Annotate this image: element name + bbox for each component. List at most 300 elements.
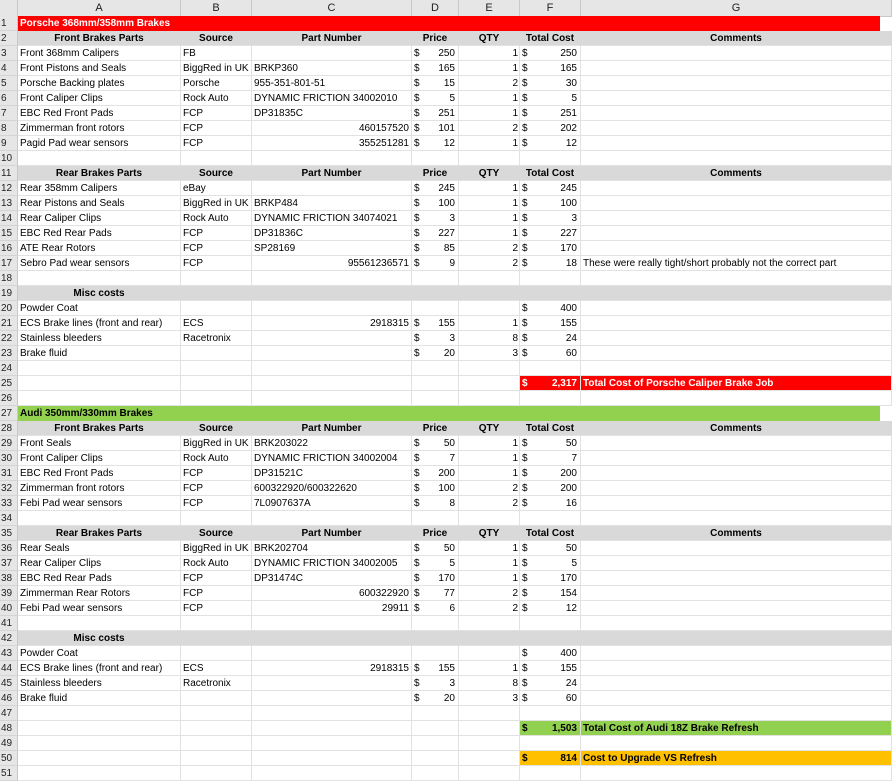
item-qty[interactable] — [459, 181, 520, 196]
item-total[interactable] — [520, 331, 581, 346]
item-comment[interactable] — [581, 331, 892, 346]
empty-cell[interactable] — [252, 616, 412, 631]
row-number[interactable]: 5 — [0, 76, 18, 91]
empty-cell[interactable] — [459, 706, 520, 721]
empty-cell[interactable] — [412, 151, 459, 166]
item-name[interactable]: Front Caliper Clips — [18, 451, 181, 466]
empty-cell[interactable] — [18, 151, 181, 166]
row-number[interactable]: 10 — [0, 151, 18, 166]
row-number[interactable]: 24 — [0, 361, 18, 376]
row-number[interactable]: 34 — [0, 511, 18, 526]
item-qty[interactable] — [459, 196, 520, 211]
header-part-number[interactable] — [252, 631, 412, 646]
empty-cell[interactable] — [459, 736, 520, 751]
row-number[interactable]: 12 — [0, 181, 18, 196]
empty-cell[interactable] — [252, 706, 412, 721]
item-source[interactable]: FCP — [181, 571, 252, 586]
item-source[interactable]: FCP — [181, 586, 252, 601]
item-price[interactable] — [412, 181, 459, 196]
item-comment[interactable] — [581, 466, 892, 481]
empty-cell[interactable] — [412, 376, 459, 391]
item-name[interactable]: ECS Brake lines (front and rear) — [18, 316, 181, 331]
header-price[interactable] — [412, 631, 459, 646]
item-price[interactable] — [412, 466, 459, 481]
header-source[interactable] — [181, 286, 252, 301]
item-total[interactable] — [520, 46, 581, 61]
item-name[interactable]: Febi Pad wear sensors — [18, 496, 181, 511]
item-name[interactable]: Stainless bleeders — [18, 676, 181, 691]
item-name[interactable]: Febi Pad wear sensors — [18, 601, 181, 616]
item-total[interactable] — [520, 346, 581, 361]
item-part-number[interactable]: BRKP360 — [252, 61, 412, 76]
empty-cell[interactable] — [252, 361, 412, 376]
item-name[interactable]: ATE Rear Rotors — [18, 241, 181, 256]
item-source[interactable]: FCP — [181, 601, 252, 616]
header-source[interactable]: Source — [181, 526, 252, 541]
row-number[interactable]: 45 — [0, 676, 18, 691]
row-number[interactable]: 7 — [0, 106, 18, 121]
empty-cell[interactable] — [252, 736, 412, 751]
item-comment[interactable] — [581, 316, 892, 331]
item-comment[interactable] — [581, 106, 892, 121]
item-price[interactable] — [412, 481, 459, 496]
item-qty[interactable] — [459, 316, 520, 331]
item-name[interactable]: Brake fluid — [18, 691, 181, 706]
row-number[interactable]: 9 — [0, 136, 18, 151]
header-comments[interactable] — [581, 631, 892, 646]
grand-total-label[interactable]: Cost to Upgrade VS Refresh — [581, 751, 892, 766]
header-total[interactable] — [520, 286, 581, 301]
item-part-number[interactable]: SP28169 — [252, 241, 412, 256]
grand-total-label[interactable]: Total Cost of Audi 18Z Brake Refresh — [581, 721, 892, 736]
row-number[interactable]: 23 — [0, 346, 18, 361]
item-part-number[interactable]: 95561236571 — [252, 256, 412, 271]
header-comments[interactable]: Comments — [581, 166, 892, 181]
item-total[interactable] — [520, 646, 581, 661]
item-price[interactable] — [412, 91, 459, 106]
empty-cell[interactable] — [459, 766, 520, 781]
item-qty[interactable] — [459, 241, 520, 256]
item-price[interactable] — [412, 601, 459, 616]
row-number[interactable]: 19 — [0, 286, 18, 301]
header-parts[interactable]: Misc costs — [18, 631, 181, 646]
item-comment[interactable] — [581, 181, 892, 196]
row-number[interactable]: 41 — [0, 616, 18, 631]
item-name[interactable]: Rear Pistons and Seals — [18, 196, 181, 211]
item-name[interactable]: Zimmerman Rear Rotors — [18, 586, 181, 601]
empty-cell[interactable] — [181, 511, 252, 526]
row-number[interactable]: 33 — [0, 496, 18, 511]
item-name[interactable]: Brake fluid — [18, 346, 181, 361]
item-part-number[interactable]: 955-351-801-51 — [252, 76, 412, 91]
item-comment[interactable] — [581, 601, 892, 616]
header-parts[interactable]: Rear Brakes Parts — [18, 526, 181, 541]
row-number[interactable]: 29 — [0, 436, 18, 451]
item-price[interactable] — [412, 136, 459, 151]
item-source[interactable]: Racetronix — [181, 676, 252, 691]
item-part-number[interactable]: DP31521C — [252, 466, 412, 481]
item-price[interactable] — [412, 541, 459, 556]
empty-cell[interactable] — [181, 361, 252, 376]
item-qty[interactable] — [459, 121, 520, 136]
item-source[interactable]: Rock Auto — [181, 211, 252, 226]
item-total[interactable] — [520, 226, 581, 241]
item-total[interactable] — [520, 541, 581, 556]
item-source[interactable]: BiggRed in UK — [181, 541, 252, 556]
empty-cell[interactable] — [252, 751, 412, 766]
item-part-number[interactable]: DYNAMIC FRICTION 34002004 — [252, 451, 412, 466]
item-name[interactable]: Zimmerman front rotors — [18, 121, 181, 136]
item-total[interactable] — [520, 481, 581, 496]
item-comment[interactable] — [581, 121, 892, 136]
row-number[interactable]: 28 — [0, 421, 18, 436]
item-comment[interactable] — [581, 436, 892, 451]
item-qty[interactable] — [459, 586, 520, 601]
header-price[interactable]: Price — [412, 526, 459, 541]
row-number[interactable]: 46 — [0, 691, 18, 706]
item-name[interactable]: Stainless bleeders — [18, 331, 181, 346]
header-qty[interactable]: QTY — [459, 31, 520, 46]
item-total[interactable] — [520, 76, 581, 91]
empty-cell[interactable] — [459, 361, 520, 376]
row-number[interactable]: 39 — [0, 586, 18, 601]
empty-cell[interactable] — [459, 376, 520, 391]
item-source[interactable]: FCP — [181, 481, 252, 496]
row-number[interactable]: 26 — [0, 391, 18, 406]
column-header-c[interactable]: C — [252, 0, 412, 16]
item-name[interactable]: Porsche Backing plates — [18, 76, 181, 91]
empty-cell[interactable] — [18, 511, 181, 526]
row-number[interactable]: 11 — [0, 166, 18, 181]
row-number[interactable]: 48 — [0, 721, 18, 736]
item-qty[interactable] — [459, 691, 520, 706]
item-price[interactable] — [412, 121, 459, 136]
item-part-number[interactable] — [252, 646, 412, 661]
row-number[interactable]: 42 — [0, 631, 18, 646]
item-name[interactable]: Rear Seals — [18, 541, 181, 556]
empty-cell[interactable] — [252, 151, 412, 166]
item-total[interactable] — [520, 676, 581, 691]
item-qty[interactable] — [459, 466, 520, 481]
item-source[interactable]: Porsche — [181, 76, 252, 91]
empty-cell[interactable] — [459, 511, 520, 526]
grand-total-value[interactable] — [520, 721, 581, 736]
empty-cell[interactable] — [18, 706, 181, 721]
column-header-f[interactable]: F — [520, 0, 581, 16]
item-qty[interactable] — [459, 676, 520, 691]
row-number[interactable]: 6 — [0, 91, 18, 106]
empty-cell[interactable] — [412, 391, 459, 406]
header-qty[interactable] — [459, 286, 520, 301]
header-total[interactable]: Total Cost — [520, 421, 581, 436]
empty-cell[interactable] — [181, 151, 252, 166]
item-total[interactable] — [520, 196, 581, 211]
row-number[interactable]: 18 — [0, 271, 18, 286]
item-price[interactable] — [412, 46, 459, 61]
row-number[interactable]: 13 — [0, 196, 18, 211]
item-part-number[interactable]: DYNAMIC FRICTION 34002005 — [252, 556, 412, 571]
item-price[interactable] — [412, 646, 459, 661]
row-number[interactable]: 38 — [0, 571, 18, 586]
row-number[interactable]: 36 — [0, 541, 18, 556]
empty-cell[interactable] — [181, 271, 252, 286]
item-total[interactable] — [520, 211, 581, 226]
empty-cell[interactable] — [252, 391, 412, 406]
empty-cell[interactable] — [412, 616, 459, 631]
item-name[interactable]: Front Caliper Clips — [18, 91, 181, 106]
item-source[interactable] — [181, 691, 252, 706]
empty-cell[interactable] — [520, 766, 581, 781]
item-price[interactable] — [412, 316, 459, 331]
empty-cell[interactable] — [412, 766, 459, 781]
item-part-number[interactable]: 600322920 — [252, 586, 412, 601]
item-price[interactable] — [412, 571, 459, 586]
item-source[interactable]: FCP — [181, 256, 252, 271]
empty-cell[interactable] — [252, 271, 412, 286]
item-comment[interactable] — [581, 61, 892, 76]
item-part-number[interactable]: DP31474C — [252, 571, 412, 586]
item-price[interactable] — [412, 331, 459, 346]
item-source[interactable]: Racetronix — [181, 331, 252, 346]
item-total[interactable] — [520, 136, 581, 151]
header-qty[interactable] — [459, 631, 520, 646]
item-comment[interactable] — [581, 241, 892, 256]
header-parts[interactable]: Front Brakes Parts — [18, 31, 181, 46]
empty-cell[interactable] — [412, 361, 459, 376]
row-number[interactable]: 22 — [0, 331, 18, 346]
item-source[interactable]: FCP — [181, 466, 252, 481]
item-comment[interactable] — [581, 196, 892, 211]
row-number[interactable]: 21 — [0, 316, 18, 331]
row-number[interactable]: 32 — [0, 481, 18, 496]
header-part-number[interactable]: Part Number — [252, 166, 412, 181]
empty-cell[interactable] — [581, 616, 892, 631]
item-name[interactable]: Zimmerman front rotors — [18, 481, 181, 496]
row-number[interactable]: 37 — [0, 556, 18, 571]
item-part-number[interactable]: 29911 — [252, 601, 412, 616]
item-name[interactable]: EBC Red Rear Pads — [18, 226, 181, 241]
item-total[interactable] — [520, 91, 581, 106]
empty-cell[interactable] — [459, 751, 520, 766]
item-part-number[interactable]: DP31836C — [252, 226, 412, 241]
item-total[interactable] — [520, 661, 581, 676]
item-name[interactable]: EBC Red Front Pads — [18, 106, 181, 121]
row-number[interactable]: 27 — [0, 406, 18, 421]
grand-total-value[interactable] — [520, 376, 581, 391]
item-total[interactable] — [520, 106, 581, 121]
item-name[interactable]: Front Seals — [18, 436, 181, 451]
header-source[interactable]: Source — [181, 31, 252, 46]
empty-cell[interactable] — [581, 391, 892, 406]
header-part-number[interactable]: Part Number — [252, 421, 412, 436]
item-comment[interactable] — [581, 646, 892, 661]
empty-cell[interactable] — [18, 751, 181, 766]
empty-cell[interactable] — [581, 706, 892, 721]
item-comment[interactable] — [581, 46, 892, 61]
empty-cell[interactable] — [18, 616, 181, 631]
header-comments[interactable]: Comments — [581, 526, 892, 541]
item-price[interactable] — [412, 661, 459, 676]
item-total[interactable] — [520, 256, 581, 271]
item-total[interactable] — [520, 451, 581, 466]
item-source[interactable]: FCP — [181, 136, 252, 151]
empty-cell[interactable] — [520, 736, 581, 751]
empty-cell[interactable] — [252, 721, 412, 736]
row-number[interactable]: 50 — [0, 751, 18, 766]
empty-cell[interactable] — [181, 706, 252, 721]
item-comment[interactable] — [581, 211, 892, 226]
item-total[interactable] — [520, 601, 581, 616]
item-source[interactable]: eBay — [181, 181, 252, 196]
empty-cell[interactable] — [181, 721, 252, 736]
empty-cell[interactable] — [581, 766, 892, 781]
item-part-number[interactable]: 460157520 — [252, 121, 412, 136]
item-price[interactable] — [412, 211, 459, 226]
item-price[interactable] — [412, 586, 459, 601]
row-number[interactable]: 8 — [0, 121, 18, 136]
item-qty[interactable] — [459, 556, 520, 571]
item-comment[interactable] — [581, 556, 892, 571]
item-source[interactable]: ECS — [181, 316, 252, 331]
item-part-number[interactable]: BRK203022 — [252, 436, 412, 451]
header-source[interactable]: Source — [181, 421, 252, 436]
row-number[interactable]: 31 — [0, 466, 18, 481]
empty-cell[interactable] — [18, 376, 181, 391]
item-qty[interactable] — [459, 256, 520, 271]
item-name[interactable]: Powder Coat — [18, 646, 181, 661]
item-part-number[interactable]: 2918315 — [252, 316, 412, 331]
empty-cell[interactable] — [459, 721, 520, 736]
item-name[interactable]: Front 368mm Calipers — [18, 46, 181, 61]
row-number[interactable]: 20 — [0, 301, 18, 316]
item-comment[interactable] — [581, 451, 892, 466]
row-number[interactable]: 30 — [0, 451, 18, 466]
empty-cell[interactable] — [18, 271, 181, 286]
item-comment[interactable] — [581, 76, 892, 91]
empty-cell[interactable] — [18, 391, 181, 406]
item-qty[interactable] — [459, 451, 520, 466]
item-total[interactable] — [520, 496, 581, 511]
item-part-number[interactable]: DP31835C — [252, 106, 412, 121]
item-total[interactable] — [520, 586, 581, 601]
item-part-number[interactable] — [252, 181, 412, 196]
empty-cell[interactable] — [18, 766, 181, 781]
empty-cell[interactable] — [459, 616, 520, 631]
column-header-b[interactable]: B — [181, 0, 252, 16]
item-source[interactable]: BiggRed in UK — [181, 436, 252, 451]
item-source[interactable] — [181, 301, 252, 316]
item-part-number[interactable]: DYNAMIC FRICTION 34074021 — [252, 211, 412, 226]
empty-cell[interactable] — [520, 391, 581, 406]
empty-cell[interactable] — [412, 271, 459, 286]
item-comment[interactable] — [581, 136, 892, 151]
header-price[interactable] — [412, 286, 459, 301]
empty-cell[interactable] — [459, 151, 520, 166]
item-price[interactable] — [412, 451, 459, 466]
item-price[interactable] — [412, 226, 459, 241]
item-part-number[interactable] — [252, 691, 412, 706]
item-part-number[interactable]: 2918315 — [252, 661, 412, 676]
item-comment[interactable] — [581, 661, 892, 676]
empty-cell[interactable] — [412, 721, 459, 736]
item-part-number[interactable] — [252, 301, 412, 316]
header-part-number[interactable] — [252, 286, 412, 301]
item-comment[interactable]: These were really tight/short probably not the correct part — [581, 256, 892, 271]
item-part-number[interactable]: DYNAMIC FRICTION 34002010 — [252, 91, 412, 106]
item-name[interactable]: EBC Red Rear Pads — [18, 571, 181, 586]
header-comments[interactable] — [581, 286, 892, 301]
item-total[interactable] — [520, 436, 581, 451]
grand-total-value[interactable] — [520, 751, 581, 766]
empty-cell[interactable] — [252, 376, 412, 391]
empty-cell[interactable] — [181, 751, 252, 766]
item-price[interactable] — [412, 556, 459, 571]
item-qty[interactable] — [459, 136, 520, 151]
item-price[interactable] — [412, 256, 459, 271]
header-source[interactable]: Source — [181, 166, 252, 181]
item-source[interactable]: BiggRed in UK — [181, 61, 252, 76]
header-total[interactable]: Total Cost — [520, 31, 581, 46]
header-comments[interactable]: Comments — [581, 421, 892, 436]
item-total[interactable] — [520, 181, 581, 196]
row-number[interactable]: 2 — [0, 31, 18, 46]
header-parts[interactable]: Front Brakes Parts — [18, 421, 181, 436]
empty-cell[interactable] — [581, 511, 892, 526]
item-total[interactable] — [520, 556, 581, 571]
empty-cell[interactable] — [252, 766, 412, 781]
select-all-corner[interactable] — [0, 0, 18, 16]
item-comment[interactable] — [581, 586, 892, 601]
item-price[interactable] — [412, 241, 459, 256]
item-name[interactable]: ECS Brake lines (front and rear) — [18, 661, 181, 676]
row-number[interactable]: 51 — [0, 766, 18, 781]
item-comment[interactable] — [581, 496, 892, 511]
header-part-number[interactable]: Part Number — [252, 31, 412, 46]
item-source[interactable]: BiggRed in UK — [181, 196, 252, 211]
header-qty[interactable]: QTY — [459, 421, 520, 436]
header-source[interactable] — [181, 631, 252, 646]
header-price[interactable]: Price — [412, 421, 459, 436]
item-qty[interactable] — [459, 496, 520, 511]
item-qty[interactable] — [459, 481, 520, 496]
item-comment[interactable] — [581, 226, 892, 241]
item-comment[interactable] — [581, 676, 892, 691]
empty-cell[interactable] — [520, 616, 581, 631]
item-total[interactable] — [520, 61, 581, 76]
item-comment[interactable] — [581, 481, 892, 496]
header-price[interactable]: Price — [412, 31, 459, 46]
item-source[interactable]: Rock Auto — [181, 91, 252, 106]
header-parts[interactable]: Misc costs — [18, 286, 181, 301]
row-number[interactable]: 15 — [0, 226, 18, 241]
row-number[interactable]: 1 — [0, 16, 18, 31]
item-part-number[interactable]: 355251281 — [252, 136, 412, 151]
row-number[interactable]: 44 — [0, 661, 18, 676]
item-price[interactable] — [412, 301, 459, 316]
column-header-g[interactable]: G — [581, 0, 892, 16]
item-name[interactable]: EBC Red Front Pads — [18, 466, 181, 481]
item-name[interactable]: Sebro Pad wear sensors — [18, 256, 181, 271]
empty-cell[interactable] — [18, 721, 181, 736]
item-price[interactable] — [412, 676, 459, 691]
item-qty[interactable] — [459, 346, 520, 361]
item-total[interactable] — [520, 466, 581, 481]
item-qty[interactable] — [459, 76, 520, 91]
empty-cell[interactable] — [520, 511, 581, 526]
empty-cell[interactable] — [18, 736, 181, 751]
empty-cell[interactable] — [581, 361, 892, 376]
item-total[interactable] — [520, 301, 581, 316]
